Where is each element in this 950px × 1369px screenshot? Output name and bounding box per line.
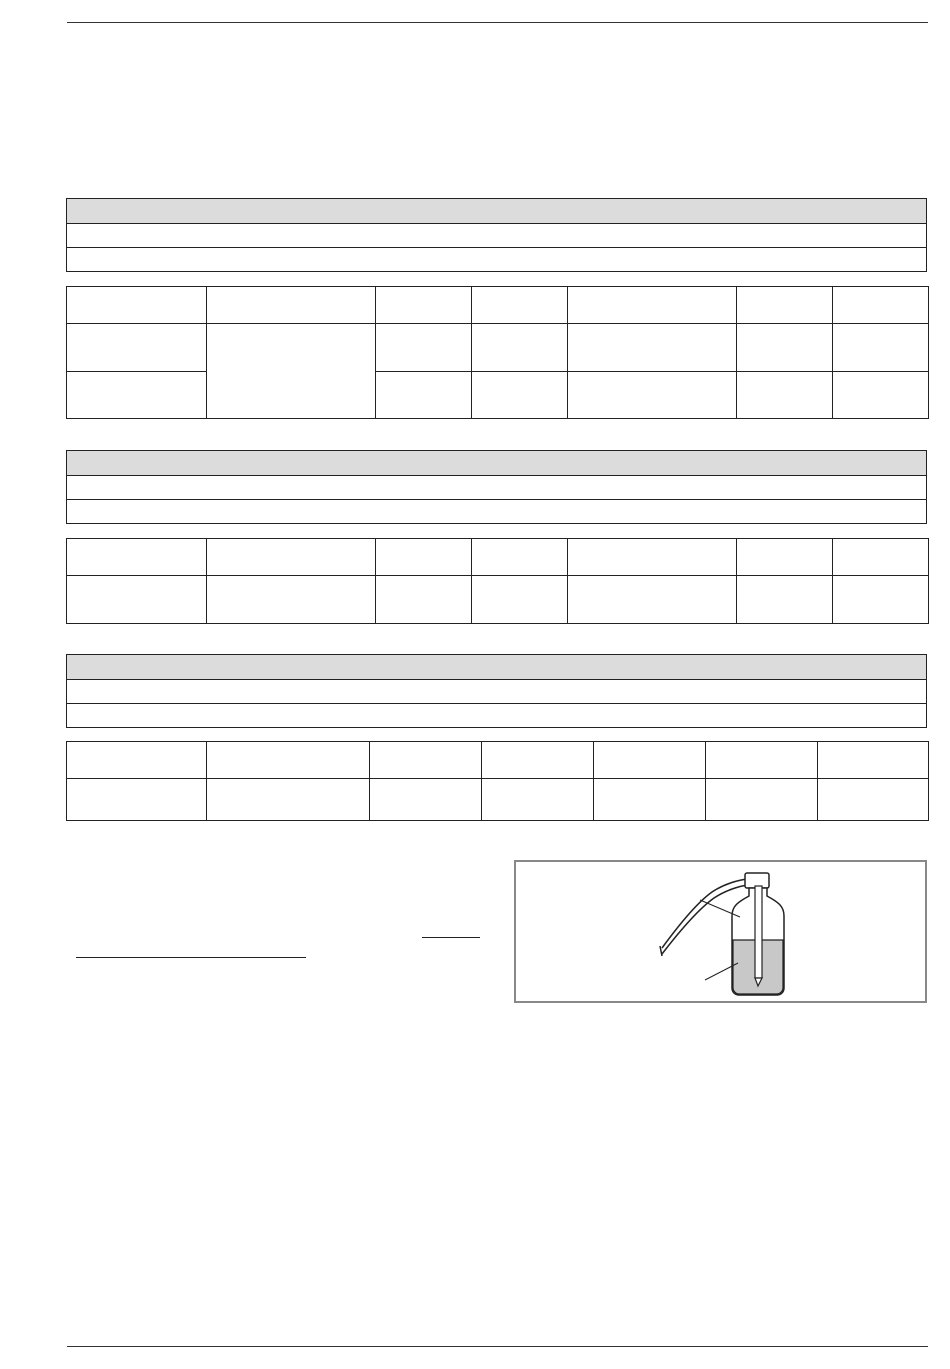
spec-table-1 <box>66 286 929 419</box>
spec-header-3 <box>66 654 927 728</box>
table-1-header-cell <box>207 287 376 324</box>
signature-underline <box>76 957 306 958</box>
table-3-header-cell <box>818 742 929 779</box>
table-2-header-cell <box>737 539 833 576</box>
table-2-cell <box>568 576 737 624</box>
table-2-header-cell <box>207 539 376 576</box>
table-1-header-cell <box>67 287 207 324</box>
table-1-cell <box>376 372 472 419</box>
spec-header-2-row-3 <box>67 499 926 523</box>
spec-header-3-row-3 <box>67 703 926 727</box>
table-3-header-cell <box>370 742 482 779</box>
table-3-cell <box>706 779 818 821</box>
table-2-cell <box>376 576 472 624</box>
table-1-merged-cell <box>207 324 376 419</box>
spec-header-1-row-3 <box>67 247 926 271</box>
table-1-cell <box>472 372 568 419</box>
table-1-cell <box>472 324 568 372</box>
short-underline <box>422 937 480 938</box>
table-2-header-cell <box>472 539 568 576</box>
spec-header-1 <box>66 198 927 272</box>
table-1-cell <box>568 372 737 419</box>
table-3-header-cell <box>706 742 818 779</box>
spec-table-3 <box>66 741 929 821</box>
spec-header-1-title-row <box>67 199 926 223</box>
table-2-cell <box>67 576 207 624</box>
table-1-cell <box>737 372 833 419</box>
table-3-header-cell <box>207 742 370 779</box>
spec-header-3-title-row <box>67 655 926 679</box>
table-1-header-cell <box>472 287 568 324</box>
table-2-header-cell <box>67 539 207 576</box>
table-3-header-cell <box>594 742 706 779</box>
spec-header-3-row-2 <box>67 679 926 703</box>
table-1-cell <box>67 372 207 419</box>
table-2-cell <box>833 576 929 624</box>
table-1-cell <box>376 324 472 372</box>
header-rule <box>67 22 928 23</box>
table-1-cell <box>737 324 833 372</box>
footer-rule <box>67 1346 928 1347</box>
spec-header-1-row-2 <box>67 223 926 247</box>
spec-header-2-row-2 <box>67 475 926 499</box>
table-1-header-cell <box>737 287 833 324</box>
table-3-header-cell <box>482 742 594 779</box>
table-2-header-cell <box>568 539 737 576</box>
table-2-cell <box>737 576 833 624</box>
table-1-header-cell <box>568 287 737 324</box>
table-2-header-cell <box>833 539 929 576</box>
table-2-header-cell <box>376 539 472 576</box>
table-3-cell <box>370 779 482 821</box>
table-2-cell <box>207 576 376 624</box>
table-1-cell <box>833 372 929 419</box>
table-3-cell <box>594 779 706 821</box>
table-3-header-cell <box>67 742 207 779</box>
table-3-cell <box>67 779 207 821</box>
table-3-cell <box>482 779 594 821</box>
table-1-cell <box>568 324 737 372</box>
table-1-cell <box>833 324 929 372</box>
table-3-cell <box>818 779 929 821</box>
bottle-illustration <box>516 862 925 1001</box>
table-1-cell <box>67 324 207 372</box>
table-1-header-cell <box>833 287 929 324</box>
table-2-cell <box>472 576 568 624</box>
spec-table-2 <box>66 538 929 624</box>
dip-tube <box>755 886 762 978</box>
spec-header-2 <box>66 450 927 524</box>
spec-header-2-title-row <box>67 451 926 475</box>
table-3-cell <box>207 779 370 821</box>
bottle-figure <box>514 860 927 1003</box>
table-1-header-cell <box>376 287 472 324</box>
